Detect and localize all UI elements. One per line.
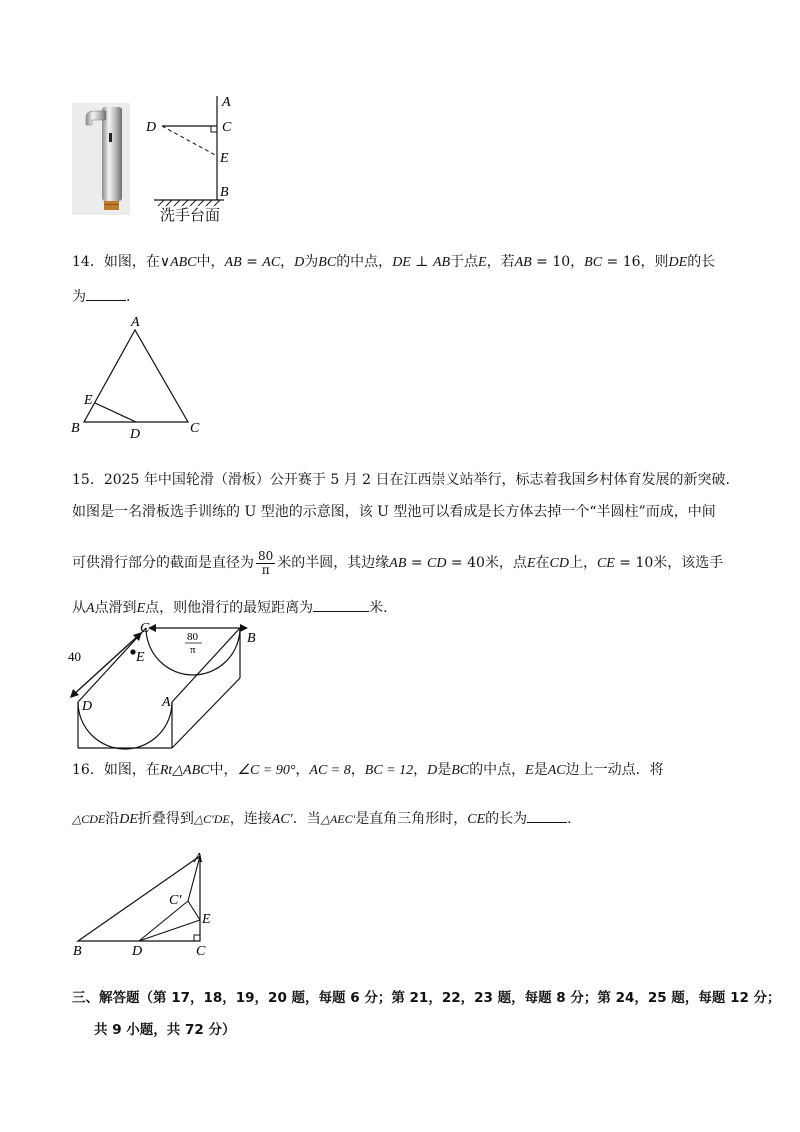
q15-fraction: $\frac{80}{\pi}$ [258,548,274,577]
q15-fig-length: 40 [68,649,81,664]
q15-label-e: E [136,650,145,665]
q15-line4: 从A点滑到E点，则他滑行的最短距离为 米. [72,597,388,619]
q16-line1: 16．如图，在Rt△ABC中，∠C = 90°，AC = 8，BC = 12，D是BC的中点，E是AC边上一动点．将 [72,762,664,778]
q14-figure [68,312,218,444]
fig13-label-b: B [220,185,229,200]
section-3-heading-line1: 三、解答题（第 17，18，19，20 题，每题 6 分；第 21，22，23 题，每题 8 分；第 24，25 题，每题 12 分； [72,990,781,1006]
fig13-label-d: D [146,120,157,135]
q14-line2: 为 . [72,286,130,307]
q16-label-c: C [196,944,206,959]
q16-label-e: E [202,912,211,927]
fig13-caption: 洗手台面 [160,206,221,224]
q15-line3: 可供滑行部分的截面是直径为 $\frac{80}{\pi}$ 米的半圆，其边缘AB = CD = 40米，点E在CD上，CE = 10米，该选手 [72,548,724,577]
q14-label-e: E [84,393,93,408]
q16-label-b: B [73,944,82,959]
fig13-label-a: A [222,95,231,110]
q15-answer-blank[interactable] [313,597,369,612]
q15-line1: 15．2025 年中国轮滑（滑板）公开赛于 5 月 2 日在江西崇义站举行，标志着我国乡村体育发展的新突破. [72,472,730,488]
q15-label-b: B [247,631,256,646]
q15-fig-frac-den: π [190,644,196,656]
q14-label-d: D [130,427,141,442]
q14-answer-blank[interactable] [86,286,126,301]
fig13-label-e: E [220,151,229,166]
q15-line2: 如图是一名滑板选手训练的 U 型池的示意图，该 U 型池可以看成是长方体去掉一个“半圆柱”而成，中间 [72,504,716,520]
q14-line1: 14．如图，在∨ABC中，AB = AC，D为BC的中点，DE ⊥ AB于点E，若AB = 10，BC = 16，则DE的长 [72,254,716,270]
q15-fig-frac-num: 80 [187,631,198,643]
q16-line2: △CDE沿DE折叠得到△C′DE，连接AC′．当△AEC′是直角三角形时，CE的长为 . [72,808,572,830]
q16-label-d: D [132,944,143,959]
q15-figure [60,618,280,756]
fig13-label-c: C [222,120,232,135]
q15-label-d: D [82,699,93,714]
faucet-photo [72,103,130,215]
q14-label-a: A [131,315,140,330]
q16-figure [68,848,228,960]
q14-label-c: C [190,421,200,436]
q15-label-c: C [140,621,150,636]
section-3-heading-line2: 共 9 小题，共 72 分） [94,1022,236,1038]
q15-label-a: A [162,695,171,710]
q16-label-a: A [194,851,203,866]
q16-answer-blank[interactable] [527,808,567,823]
q14-label-b: B [71,421,80,436]
q16-label-c-prime: C′ [169,893,182,908]
